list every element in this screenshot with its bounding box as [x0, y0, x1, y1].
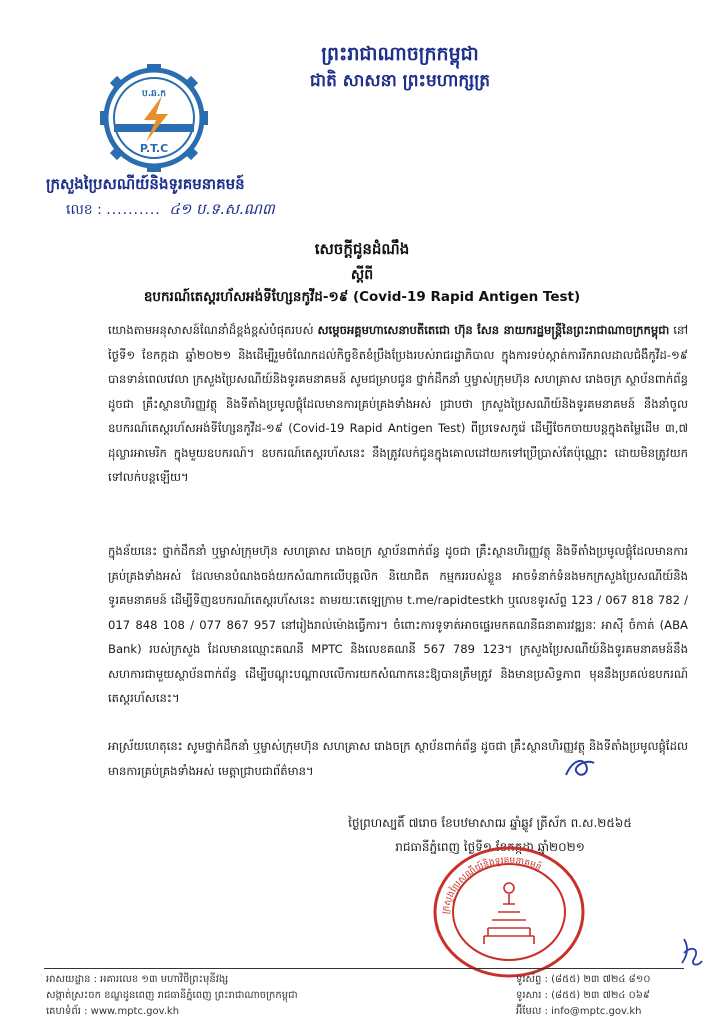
- kingdom-motto: ជាតិ សាសនា ព្រះមហាក្សត្រ: [309, 71, 491, 91]
- ministry-name: ក្រសួងប្រៃសណីយ៍និងទូរគមនាគមន៍: [46, 175, 245, 193]
- footer-contact-block: [516, 972, 650, 1020]
- footer-divider: [44, 968, 684, 969]
- footer-email-label: អ៊ីមែល :: [516, 1006, 548, 1017]
- handwritten-initial-icon: [676, 935, 706, 969]
- footer-phone: (៨៥៥) ២៣ ៧២៤ ៨១០: [551, 974, 651, 985]
- seal-ring-text: ក្រសួងប្រៃសណីយ៍និងទូរគមនាគមន៍: [441, 855, 543, 915]
- svg-text:ក្រសួងប្រៃសណីយ៍និងទូរគមនាគមន៍: [441, 856, 544, 915]
- p3-text: អាស្រ័យហេតុនេះ សូមថ្នាក់ដឹកនាំ ឬម្ចាស់ក្រុមហ៊ុន សហគ្រាស រោងចក្រ ស្ថាប័នពាក់ព័ន្ធ ដូចជា គ្រឹះស្ថានហិរញ្ញវត្ថុ និងទីតាំងប្រមូលផ្តុំដែលមានការគ្រប់គ្រងទាំងអស់ មេត្តាជ្រាបជាព័ត៌មាន។: [108, 739, 688, 778]
- p1-start: យោងតាមអនុសាសន៍ណែនាំដ៏ខ្ពង់ខ្ពស់បំផុតរបស់: [108, 323, 314, 337]
- notice-subject: ឧបករណ៍តេស្តរហ័សអង់ទីហ្សែនកូវីដ-១៩ (Covid-19 Rapid Antigen Test): [143, 289, 581, 305]
- logo-bottom-text: P.T.C: [139, 142, 169, 155]
- official-seal-icon: [428, 840, 590, 980]
- footer-phone-label: ទូរស័ព្ទ :: [516, 974, 548, 985]
- footer-email[interactable]: info@mptc.gov.kh: [551, 1006, 642, 1017]
- footer-website-label: គេហទំព័រ :: [46, 1006, 88, 1017]
- ministry-logo-icon: [92, 62, 216, 174]
- notice-subject-label: ស្តីពី: [350, 267, 374, 283]
- handwritten-mark-icon: [560, 755, 600, 781]
- reference-label: លេខ :: [66, 202, 102, 218]
- body-paragraph-2: [54, 539, 688, 711]
- footer-address-line2: សង្កាត់ស្រះចក ខណ្ឌដូនពេញ រាជធានីភ្នំពេញ ព្រះរាជាណាចក្រកម្ពុជា: [46, 990, 298, 1001]
- lunar-date: ថ្ងៃព្រហស្បតិ៍ ៧រោច ខែបឋមាសាឍ ឆ្នាំឆ្លូវ ត្រីស័ក ព.ស.២៥៦៥: [348, 816, 632, 830]
- p1-rest: នៅថ្ងៃទី១ ខែកក្កដា ឆ្នាំ២០២១ និងដើម្បីរួមចំណែកដល់កិច្ចខិតខំប្រឹងប្រែងរបស់រាជរដ្ឋាភិបាល ក្នុងការទប់ស្កាត់ការរីករាលដាលជំងឺកូវីដ-១៩ បានទាន់ពេលវេលា ក្រសួងប្រៃសណីយ៍និងទូរគមនាគមន៍ សូមជម្រាបជូន ថ្នាក់ដឹកនាំ ឬម្ចាស់ក្រុមហ៊ុន សហគ្រាស រោងចក្រ ស្ថាប័នពាក់ព័ន្ធ ដូចជា គ្រឹះស្ថានហិរញ្ញវត្ថុ និងទីតាំងប្រមូលផ្តុំដែលមានការគ្រប់គ្រងទាំងអស់ ជ្រាបថា ក្រសួងប្រៃសណីយ៍និងទូរគមនាគមន៍ នឹងនាំចូលឧបករណ៍តេស្តរហ័សអង់ទីហ្សែនកូវីដ-១៩ (Covid-19 Rapid Antigen Test) ពីប្រទេសកូរ៉េ ដើម្បីចែកចាយបន្តក្នុងតម្លៃដើម ៣,៧ ដុល្លារអាមេរិក ក្នុងមួយឧបករណ៍។ ឧបករណ៍តេស្តរហ័សនេះ នឹងត្រូវលក់ជូនក្នុងគោលដៅយកទៅប្រើប្រាស់តែប៉ុណ្ណោះ ដោយមិនត្រូវយកទៅលក់បន្តឡើយ។: [108, 323, 689, 484]
- solar-date: រាជធានីភ្នំពេញ ថ្ងៃទី១ ខែកក្កដា ឆ្នាំ២០២១: [395, 840, 585, 854]
- notice-title: សេចក្តីជូនដំណឹង: [314, 240, 410, 258]
- footer-address-label: អាសយដ្ឋាន :: [46, 974, 97, 985]
- reference-dots: ..........: [106, 202, 161, 218]
- body-paragraph-1: [54, 318, 688, 490]
- footer-address-block: [46, 972, 298, 1020]
- footer-website[interactable]: www.mptc.gov.kh: [90, 1006, 180, 1017]
- footer-address-line1: អគារលេខ ១៣ មហាវិថីព្រះមុនីវង្ស: [100, 974, 229, 985]
- p2-text: ក្នុងន័យនេះ ថ្នាក់ដឹកនាំ ឬម្ចាស់ក្រុមហ៊ុន សហគ្រាស រោងចក្រ ស្ថាប័នពាក់ព័ន្ធ ដូចជា គ្រឹះស្ថានហិរញ្ញវត្ថុ និងទីតាំងប្រមូលផ្តុំដែលមានការគ្រប់គ្រងទាំងអស់ ដែលមានបំណងចង់យកសំណាកលើបុគ្គលិក និយោជិត កម្មកររបស់ខ្លួន អាចទំនាក់ទំនងមកក្រសួងប្រៃសណីយ៍និងទូរគមនាគមន៍ ដើម្បីទិញឧបករណ៍តេស្តរហ័សនេះ តាមរយៈតេឡេក្រាម t.me/rapidtestkh ឬលេខទូរស័ព្ទ 123 / 067 818 782 / 017 848 108 / 077 867 957 នៅរៀងរាល់ម៉ោងធ្វើការ។ ចំពោះការទូទាត់អាចផ្ទេរមកគណនីធនាគារវឌ្ឍនៈ អាស៊ី ចំកាត់ (ABA Bank) របស់ក្រសួង ដែលមានឈ្មោះគណនី MPTC និងលេខគណនី 567 789 123។ ក្រសួងប្រៃសណីយ៍និងទូរគមនាគមន៍នឹងសហការជាមួយស្ថាប័នពាក់ព័ន្ធ ដើម្បីបណ្តុះបណ្តាលលើការយកសំណាកនេះឱ្យបានត្រឹមត្រូវ និងមានប្រសិទ្ធភាព មុននឹងប្រគល់ឧបករណ៍តេស្តរហ័សនេះ។: [108, 544, 688, 705]
- footer-fax-label: ទូរសារ :: [516, 990, 548, 1001]
- p1-bold: សម្តេចអគ្គមហាសេនាបតីតេជោ ហ៊ុន សែន នាយករដ្ឋមន្ត្រីនៃព្រះរាជាណាចក្រកម្ពុជា: [317, 323, 670, 337]
- kingdom-title: ព្រះរាជាណាចក្រកម្ពុជា: [321, 43, 479, 65]
- reference-number: [66, 200, 275, 222]
- reference-value: ៤១ ប.ទ.ស.ណ៣: [169, 200, 275, 218]
- footer-fax: (៨៥៥) ២៣ ៧២៤ ០៦៩: [551, 990, 650, 1001]
- logo-top-text: ប.ឆ.ក: [142, 89, 166, 99]
